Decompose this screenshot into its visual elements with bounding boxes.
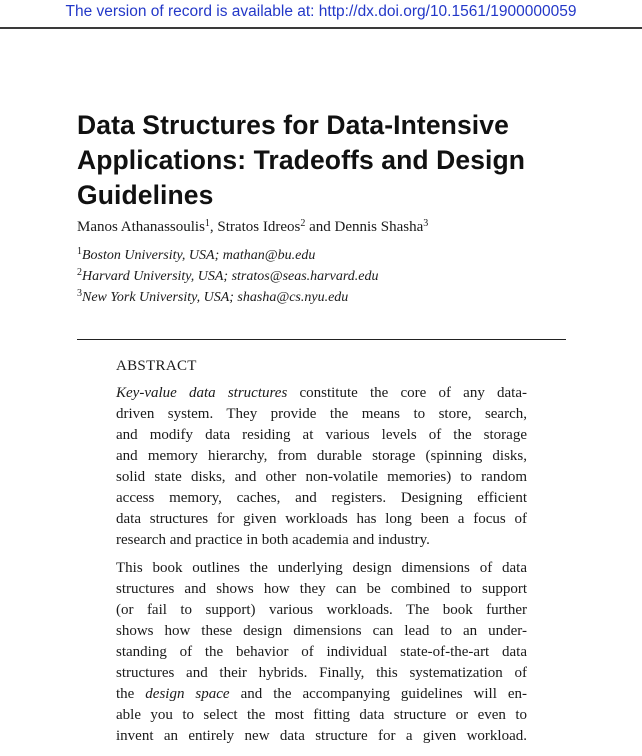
abstract-line: research and practice in both academia and industry. — [116, 532, 430, 548]
version-of-record-link[interactable]: The version of record is available at: http://dx.doi.org/10.1561/1900000059 — [65, 3, 577, 20]
abstract-line: standing of the behavior of individual state-of-the-art data — [116, 644, 527, 660]
affiliation — [77, 269, 379, 285]
abstract-line: structures and their hybrids. Finally, this systematization of — [116, 665, 527, 681]
affiliation-text: Boston University, USA; mathan@bu.edu — [82, 248, 316, 263]
abstract-line: invent an entirely new data structure for a given workload. — [116, 728, 527, 744]
affiliation — [77, 248, 315, 264]
affiliation-number: 1 — [77, 246, 82, 257]
author-name: Manos Athanassoulis — [77, 219, 205, 235]
title-line: Data Structures for Data-Intensive — [77, 110, 509, 140]
abstract-line-text: and the accompanying guidelines will en- — [229, 686, 527, 702]
author-separator: , — [209, 219, 218, 235]
abstract-paragraph-1 — [116, 383, 527, 551]
affiliation-number: 3 — [77, 288, 82, 299]
title-line: Applications: Tradeoffs and Design — [77, 145, 526, 175]
header-rule — [0, 27, 642, 29]
affiliation — [77, 290, 348, 306]
abstract-line: and memory hierarchy, from durable storage (spinning disks, — [116, 448, 527, 464]
author-separator: and — [305, 219, 335, 235]
author-list — [77, 219, 428, 236]
section-rule — [77, 339, 566, 340]
author-affiliation-mark: 3 — [423, 218, 429, 229]
abstract-line: and modify data residing at various levels of the storage — [116, 427, 527, 443]
title-line: Guidelines — [77, 180, 214, 210]
abstract-line: shows how these design dimensions can lead to an under- — [116, 623, 527, 639]
abstract-line: structures and shows how they can be combined to support — [116, 581, 527, 597]
author-name: Stratos Idreos — [217, 219, 301, 235]
abstract-line: solid state disks, and other non-volatile memories) to random — [116, 469, 527, 485]
paper-title — [77, 108, 577, 213]
author-name: Dennis Shasha — [334, 219, 424, 235]
abstract-line: data structures for given workloads has long been a focus of — [116, 511, 527, 527]
abstract-line — [116, 383, 527, 404]
abstract-emphasis: design space — [145, 686, 230, 702]
abstract-line-text: constitute the core of any data- — [287, 385, 527, 401]
abstract-line: able you to select the most fitting data structure or even to — [116, 707, 527, 723]
abstract-line: access memory, caches, and registers. Designing efficient — [116, 490, 527, 506]
abstract-line: This book outlines the underlying design dimensions of data — [116, 560, 527, 576]
abstract-heading: ABSTRACT — [116, 358, 197, 374]
affiliation-text: New York University, USA; shasha@cs.nyu.edu — [82, 290, 349, 305]
abstract-line — [116, 684, 527, 705]
abstract-line-text: the — [116, 686, 146, 702]
affiliation-text: Harvard University, USA; stratos@seas.harvard.edu — [82, 269, 379, 284]
abstract-line: driven system. They provide the means to store, search, — [116, 406, 527, 422]
affiliation-number: 2 — [77, 267, 82, 278]
abstract-line: (or fail to support) various workloads. The book further — [116, 602, 527, 618]
abstract-paragraph-2 — [116, 558, 527, 747]
author-affiliation-mark: 1 — [204, 218, 210, 229]
abstract-emphasis: Key-value data structures — [116, 385, 288, 401]
author-affiliation-mark: 2 — [300, 218, 306, 229]
